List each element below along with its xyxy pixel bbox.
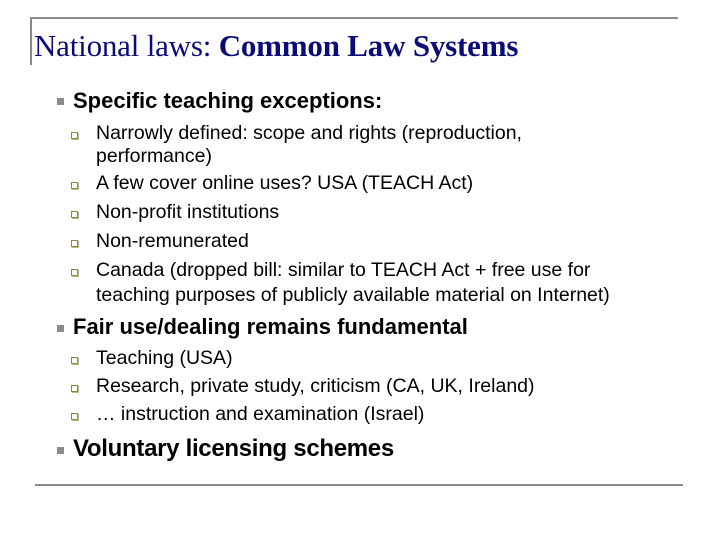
hollow-square-bullet-icon — [71, 211, 78, 218]
hollow-square-bullet-icon — [71, 132, 78, 139]
bullet-heading: Specific teaching exceptions: — [73, 88, 383, 113]
title-frame-left-rule — [30, 17, 32, 65]
square-bullet-icon — [57, 98, 64, 105]
sub-bullet-text: Teaching (USA) — [96, 347, 233, 369]
slide-title — [34, 28, 518, 64]
sub-bullet-text: Research, private study, criticism (CA, UK, Ireland) — [96, 375, 535, 397]
title-frame-top-rule — [30, 17, 678, 19]
bullet-heading: Fair use/dealing remains fundamental — [73, 314, 468, 339]
hollow-square-bullet-icon — [71, 357, 78, 364]
sub-bullet-text: … instruction and examination (Israel) — [96, 403, 425, 425]
hollow-square-bullet-icon — [71, 385, 78, 392]
hollow-square-bullet-icon — [71, 182, 78, 189]
sub-bullet-text: A few cover online uses? USA (TEACH Act) — [96, 172, 474, 194]
sub-bullet-text: Non-remunerated — [96, 230, 249, 252]
square-bullet-icon — [57, 325, 64, 332]
hollow-square-bullet-icon — [71, 269, 78, 276]
square-bullet-icon — [57, 447, 64, 454]
hollow-square-bullet-icon — [71, 240, 78, 247]
slide-title-bold: Common Law Systems — [218, 28, 519, 63]
slide-title-plain: National laws: — [34, 28, 219, 63]
sub-bullet-text: Canada (dropped bill: similar to TEACH Act + free use for — [96, 259, 591, 281]
bottom-rule — [35, 484, 683, 486]
bullet-heading: Voluntary licensing schemes — [73, 435, 394, 462]
sub-bullet-text: teaching purposes of publicly available material on Internet) — [96, 284, 610, 306]
sub-bullet-text: Narrowly defined: scope and rights (reproduction, — [96, 122, 522, 144]
sub-bullet-text: performance) — [96, 145, 212, 167]
hollow-square-bullet-icon — [71, 413, 78, 420]
sub-bullet-text: Non-profit institutions — [96, 201, 280, 223]
